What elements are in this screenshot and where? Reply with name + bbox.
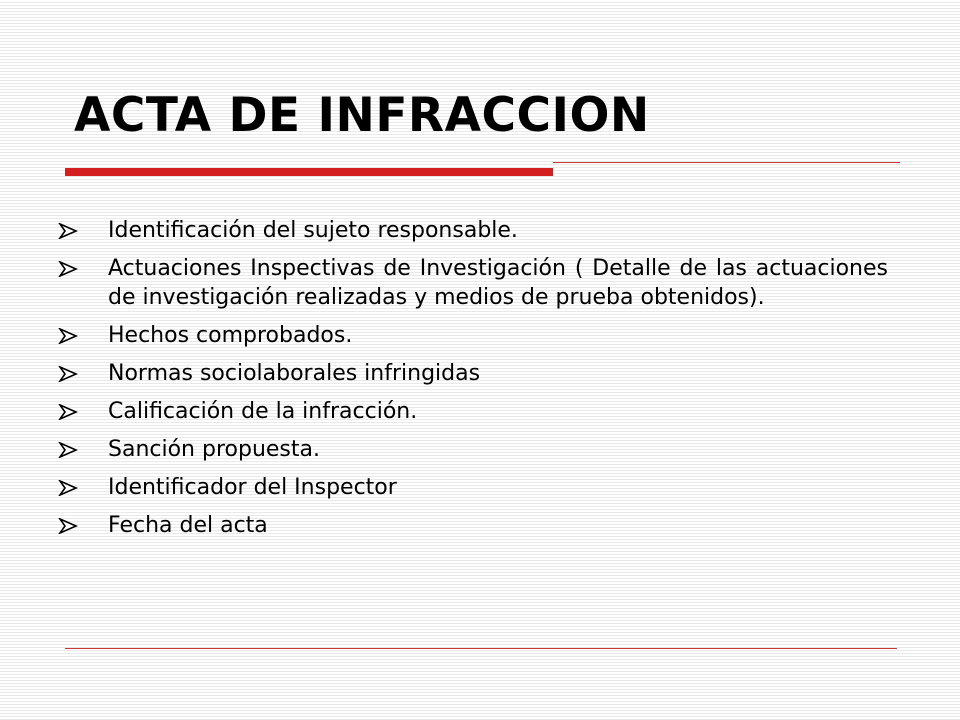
- arrow-bullet-icon: [58, 261, 78, 277]
- bullet-text: Normas sociolaborales infringidas: [108, 361, 481, 386]
- arrow-bullet-icon: [58, 366, 78, 382]
- bullet-text: Actuaciones Inspectivas de Investigación ( Detalle de las actuaciones de investigación realizadas y medios de prueba obtenidos).: [108, 256, 888, 310]
- bullet-list: [58, 216, 888, 549]
- bullet-item: [58, 321, 888, 350]
- bullet-item: [58, 359, 888, 388]
- bullet-item: [58, 397, 888, 426]
- bullet-item: [58, 254, 888, 312]
- bullet-item: [58, 216, 888, 245]
- arrow-bullet-icon: [58, 328, 78, 344]
- arrow-bullet-icon: [58, 404, 78, 420]
- bullet-text: Fecha del acta: [108, 513, 268, 538]
- arrow-bullet-icon: [58, 518, 78, 534]
- bullet-item: [58, 511, 888, 540]
- arrow-bullet-icon: [58, 480, 78, 496]
- title-underline-thin: [553, 162, 900, 163]
- bullet-text: Hechos comprobados.: [108, 323, 353, 348]
- arrow-bullet-icon: [58, 442, 78, 458]
- bullet-item: [58, 473, 888, 502]
- bullet-text: Identificador del Inspector: [108, 475, 397, 500]
- bullet-text: Sanción propuesta.: [108, 437, 320, 462]
- footer-rule: [65, 648, 897, 649]
- bullet-item: [58, 435, 888, 464]
- arrow-bullet-icon: [58, 223, 78, 239]
- bullet-text: Calificación de la infracción.: [108, 399, 418, 424]
- bullet-text: Identificación del sujeto responsable.: [108, 218, 518, 243]
- slide-title: ACTA DE INFRACCION: [74, 88, 650, 143]
- title-underline-thick: [65, 168, 553, 176]
